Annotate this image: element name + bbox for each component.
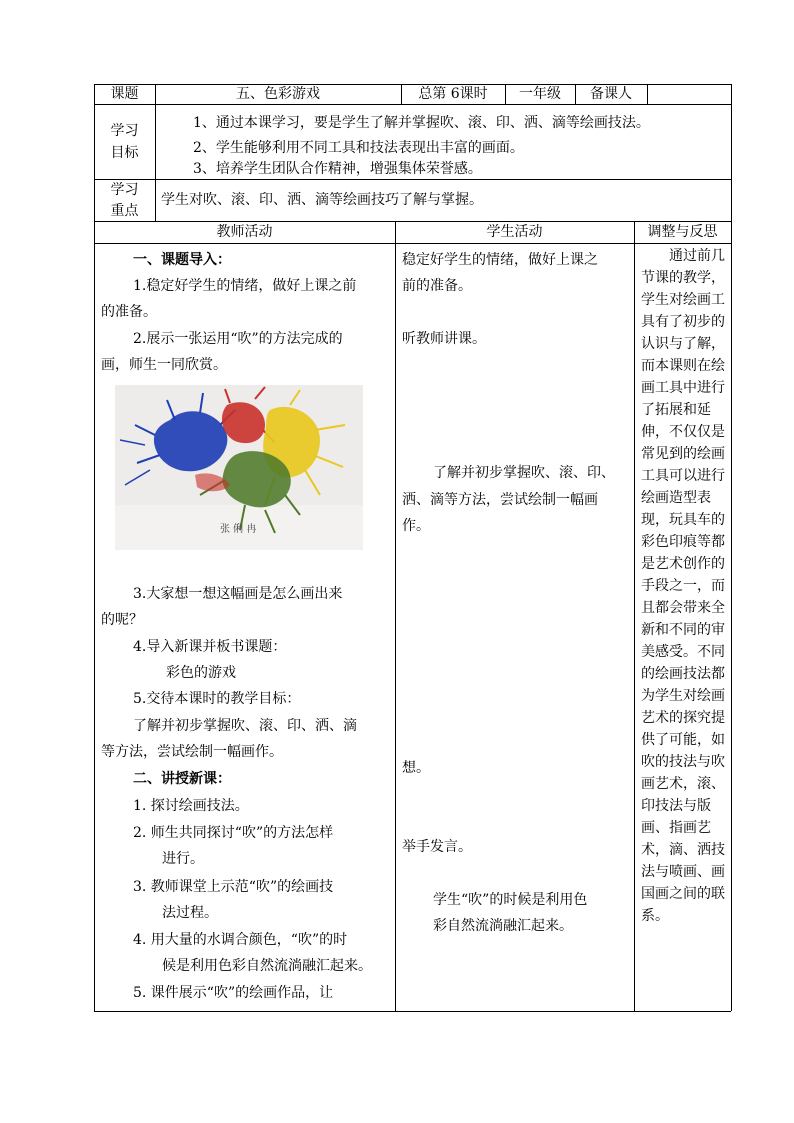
student-line-5: 举手发言。 bbox=[402, 839, 472, 855]
header-divider-5 bbox=[647, 84, 648, 104]
column-divider-1 bbox=[395, 221, 396, 1011]
table-border-bottom bbox=[94, 1011, 731, 1012]
blow-painting-photo bbox=[115, 385, 363, 550]
teacher-s2-item-2b: 进行。 bbox=[162, 851, 204, 867]
goals-label-line1: 学习 bbox=[110, 123, 139, 139]
teacher-s2-item-3b: 法过程。 bbox=[162, 905, 218, 921]
student-line-3c: 作。 bbox=[402, 518, 430, 534]
student-line-6a: 学生“吹”的时候是利用色 bbox=[433, 892, 588, 908]
teacher-item-4-title: 彩色的游戏 bbox=[166, 665, 236, 681]
column-header-reflection: 调整与反思 bbox=[647, 224, 718, 240]
teacher-s2-item-5: 5. 课件展示“吹”的绘画作品，让 bbox=[133, 985, 334, 1001]
goal-item-2: 2、学生能够利用不同工具和技法表现出丰富的画面。 bbox=[193, 140, 524, 156]
preparer-label: 备课人 bbox=[590, 86, 632, 102]
student-line-3b: 洒、滴等方法，尝试绘制一幅画 bbox=[402, 492, 598, 508]
teacher-item-1b: 的准备。 bbox=[101, 304, 157, 320]
goal-item-3: 3、培养学生团队合作精神，增强集体荣誉感。 bbox=[193, 161, 482, 177]
teacher-item-1a: 1.稳定好学生的情绪，做好上课之前 bbox=[133, 278, 357, 294]
student-line-3a: 了解并初步掌握吹、滚、印、 bbox=[433, 465, 615, 481]
student-line-6b: 彩自然流淌融汇起来。 bbox=[433, 918, 573, 934]
key-text: 学生对吹、滚、印、洒、滴等绘画技巧了解与掌握。 bbox=[161, 192, 483, 208]
lesson-hours: 总第 6课时 bbox=[418, 86, 488, 102]
row-divider-columns bbox=[94, 243, 731, 244]
teacher-s2-item-1: 1. 探讨绘画技法。 bbox=[133, 798, 249, 814]
teacher-item-4: 4.导入新课并板书课题： bbox=[133, 639, 287, 655]
teacher-s2-item-3a: 3. 教师课堂上示范“吹”的绘画技 bbox=[133, 879, 334, 895]
teacher-item-5: 5.交待本课时的教学目标： bbox=[133, 691, 301, 707]
column-header-student: 学生活动 bbox=[486, 224, 543, 240]
key-label-line1: 学习 bbox=[110, 182, 139, 198]
reflection-text: 通过前几节课的教学，学生对绘画工具有了初步的认识与了解，而本课则在绘画工具中进行了拓展和延伸，不仅仅是常见到的绘画工具可以进行绘画造型表现，玩具车的彩色印痕等都是艺术创作的手段之一，而且都会带来全新和不同的审美感受。不同的绘画技法都为学生对绘画艺术的探究提供了可能，如吹的技法与吹画艺术，滚、印技法与版画、指画艺术，滴、洒技法与喷画、画国画之间的联系。 bbox=[641, 248, 725, 924]
teacher-s2-item-4b: 候是利用色彩自然流淌融汇起来。 bbox=[162, 958, 372, 974]
column-divider-2 bbox=[634, 221, 635, 1011]
teacher-section-1-heading: 一、课题导入： bbox=[133, 252, 231, 268]
student-line-1b: 前的准备。 bbox=[402, 278, 472, 294]
teacher-item-5b: 等方法，尝试绘制一幅画作。 bbox=[101, 744, 283, 760]
topic-value: 五、色彩游戏 bbox=[236, 86, 320, 102]
teacher-s2-item-2a: 2. 师生共同探讨“吹”的方法怎样 bbox=[133, 825, 334, 841]
grade: 一年级 bbox=[519, 86, 561, 102]
goals-label-line2: 目标 bbox=[110, 145, 139, 161]
student-line-1a: 稳定好学生的情绪，做好上课之 bbox=[402, 252, 598, 268]
teacher-item-2a: 2.展示一张运用“吹”的方法完成的 bbox=[133, 331, 343, 347]
student-line-2: 听教师讲课。 bbox=[402, 331, 486, 347]
topic-label: 课题 bbox=[110, 86, 139, 102]
goals-label-divider bbox=[155, 104, 156, 221]
teacher-item-5a: 了解并初步掌握吹、滚、印、洒、滴 bbox=[133, 718, 357, 734]
teacher-item-3b: 的呢？ bbox=[101, 612, 143, 628]
teacher-item-3a: 3.大家想一想这幅画是怎么画出来 bbox=[133, 586, 343, 602]
goal-item-1: 1、通过本课学习，要是学生了解并掌握吹、滚、印、洒、滴等绘画技法。 bbox=[193, 115, 650, 131]
teacher-section-2-heading: 二、讲授新课： bbox=[133, 771, 231, 787]
key-label-line2: 重点 bbox=[110, 203, 139, 219]
column-header-teacher: 教师活动 bbox=[216, 224, 273, 240]
teacher-s2-item-4a: 4. 用大量的水调合颜色，“吹”的时 bbox=[133, 932, 348, 948]
photo-caption: 张 俐 冉 bbox=[220, 524, 257, 535]
table-border-right bbox=[731, 84, 732, 1011]
teacher-item-2b: 画，师生一同欣赏。 bbox=[101, 357, 227, 373]
student-line-4: 想。 bbox=[402, 760, 430, 776]
